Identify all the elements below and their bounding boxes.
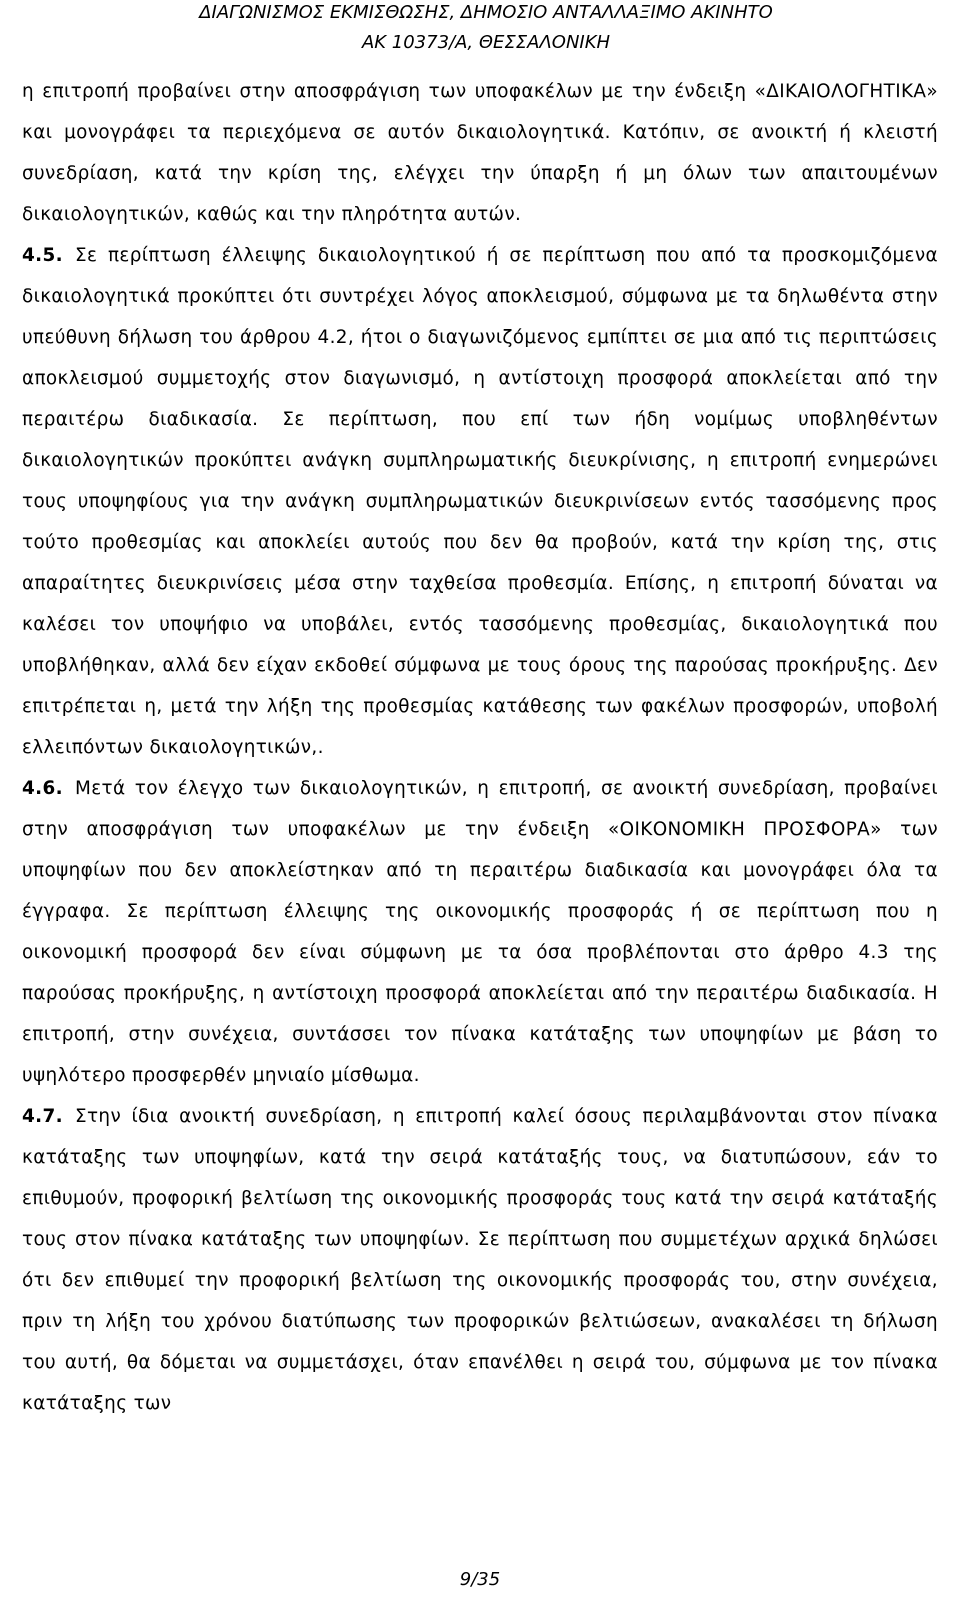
paragraph-4-6: [22, 768, 938, 1096]
page-footer: [0, 1568, 960, 1592]
paragraph-4-5-text: Σε περίπτωση έλλειψης δικαιολογητικού ή σε περίπτωση που από τα προσκομιζόμενα δικαιολογητικά προκύπτει ότι συντρέχει λόγος αποκλεισμού, σύμφωνα με τα δηλωθέντα στην υπεύθυνη δήλωση του άρθρου 4.2, ήτοι ο διαγωνιζόμενος εμπίπτει σε μια από τις περιπτώσεις αποκλεισμού συμμετοχής στον διαγωνισμό, η αντίστοιχη προσφορά αποκλείεται από την περαιτέρω διαδικασία. Σε περίπτωση, που επί των ήδη νομίμως υποβληθέντων δικαιολογητικών προκύπτει ανάγκη συμπληρωματικής διευκρίνισης, η επιτροπή ενημερώνει τους υποψηφίους για την ανάγκη συμπληρωματικών διευκρινίσεων εντός τασσόμενης προς τούτο προθεσμίας και αποκλείει αυτούς που δεν θα προβούν, κατά την κρίση της, στις απαραίτητες διευκρινίσεις μέσα στην ταχθείσα προθεσμία. Επίσης, η επιτροπή δύναται να καλέσει τον υποψήφιο να υποβάλει, εντός τασσόμενης προθεσμίας, δικαιολογητικά που υποβλήθηκαν, αλλά δεν είχαν εκδοθεί σύμφωνα με τους όρους της παρούσας προκήρυξης. Δεν επιτρέπεται η, μετά την λήξη της προθεσμίας κατάθεσης των φακέλων προσφορών, υποβολή ελλειπόντων δικαιολογητικών,.: [22, 245, 938, 758]
paragraph-4-7: [22, 1096, 938, 1424]
section-number-4-5: 4.5.: [22, 245, 64, 266]
paragraph-4-5: [22, 235, 938, 768]
header-subtitle-line: ΑΚ 10373/Α, ΘΕΣΣΑΛΟΝΙΚΗ: [361, 32, 611, 53]
section-number-4-6: 4.6.: [22, 778, 64, 799]
page-number: 9/35: [459, 1569, 501, 1590]
header-title-line: ΔΙΑΓΩΝΙΣΜΟΣ ΕΚΜΙΣΘΩΣΗΣ, ΔΗΜΟΣΙΟ ΑΝΤΑΛΛΑΞΙΜΟ ΑΚΙΝΗΤΟ: [199, 2, 773, 23]
document-header: [34, 0, 938, 58]
section-number-4-7: 4.7.: [22, 1106, 64, 1127]
paragraph-4-6-text: Μετά τον έλεγχο των δικαιολογητικών, η επιτροπή, σε ανοικτή συνεδρίαση, προβαίνει στην αποσφράγιση των υποφακέλων με την ένδειξη «ΟΙΚΟΝΟΜΙΚΗ ΠΡΟΣΦΟΡΑ» των υποψηφίων που δεν αποκλείστηκαν από τη περαιτέρω διαδικασία και μονογράφει όλα τα έγγραφα. Σε περίπτωση έλλειψης της οικονομικής προσφοράς ή σε περίπτωση που η οικονομική προσφορά δεν είναι σύμφωνη με τα όσα προβλέπονται στο άρθρο 4.3 της παρούσας προκήρυξης, η αντίστοιχη προσφορά αποκλείεται από την περαιτέρω διαδικασία. Η επιτροπή, στην συνέχεια, συντάσσει τον πίνακα κατάταξης των υποψηφίων με βάση το υψηλότερο προσφερθέν μηνιαίο μίσθωμα.: [22, 778, 938, 1086]
paragraph-intro-text: η επιτροπή προβαίνει στην αποσφράγιση των υποφακέλων με την ένδειξη «ΔΙΚΑΙΟΛΟΓΗΤΙΚΑ» και μονογράφει τα περιεχόμενα σε αυτόν δικαιολογητικά. Κατόπιν, σε ανοικτή ή κλειστή συνεδρίαση, κατά την κρίση της, ελέγχει την ύπαρξη ή μη όλων των απαιτουμένων δικαιολογητικών, καθώς και την πληρότητα αυτών.: [22, 81, 938, 225]
paragraph-intro: [22, 71, 938, 235]
document-body: [22, 71, 938, 1424]
paragraph-4-7-text: Στην ίδια ανοικτή συνεδρίαση, η επιτροπή καλεί όσους περιλαμβάνονται στον πίνακα κατάταξης των υποψηφίων, κατά την σειρά κατάταξής τους, να διατυπώσουν, εάν το επιθυμούν, προφορική βελτίωση της οικονομικής προσφοράς τους κατά την σειρά κατάταξής τους στον πίνακα κατάταξης των υποψηφίων. Σε περίπτωση που συμμετέχων αρχικά δηλώσει ότι δεν επιθυμεί την προφορική βελτίωση της οικονομικής προσφοράς του, στην συνέχεια, πριν τη λήξη του χρόνου διατύπωσης των προφορικών βελτιώσεων, ανακαλέσει τη δήλωση του αυτή, θα δόμεται να συμμετάσχει, όταν επανέλθει η σειρά του, σύμφωνα με τον πίνακα κατάταξης των: [22, 1106, 938, 1414]
